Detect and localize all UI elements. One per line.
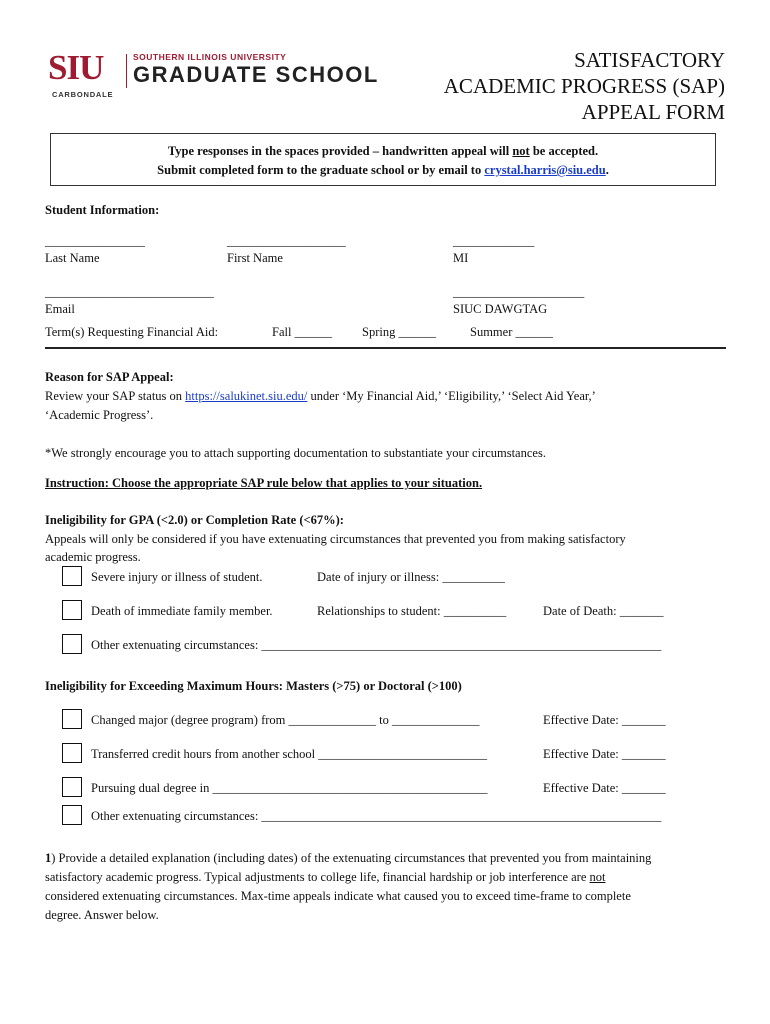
gpa-heading: Ineligibility for GPA (<2.0) or Completion Rate (<67%): bbox=[45, 513, 344, 527]
notice-line-1: Type responses in the spaces provided – handwritten appeal will not be accepted. bbox=[167, 144, 599, 158]
relationship-field[interactable]: Relationships to student: __________ bbox=[317, 604, 507, 618]
dual-degree-checkbox[interactable] bbox=[62, 777, 82, 797]
last-name-field[interactable]: ________________ bbox=[45, 234, 145, 248]
term-label: Term(s) Requesting Financial Aid: bbox=[45, 325, 219, 339]
dawgtag-field[interactable]: _____________________ bbox=[453, 285, 585, 299]
reason-review-line-1: Review your SAP status on https://salukinet.siu.edu/ under ‘My Financial Aid,’ ‘Eligibility,’ ‘Select Aid Year,’ bbox=[45, 389, 596, 403]
last-name-label: Last Name bbox=[45, 251, 100, 265]
severe-injury-checkbox[interactable] bbox=[62, 566, 82, 586]
maxhours-other-checkbox[interactable] bbox=[62, 805, 82, 825]
email-label: Email bbox=[45, 302, 75, 316]
notice-line-2: Submit completed form to the graduate school or by email to crystal.harris@siu.edu. bbox=[157, 163, 609, 177]
email-link[interactable]: crystal.harris@siu.edu bbox=[484, 163, 606, 177]
injury-date-field[interactable]: Date of injury or illness: __________ bbox=[317, 570, 505, 584]
title-line-2: ACADEMIC PROGRESS (SAP) bbox=[443, 74, 725, 98]
transferred-credit-checkbox[interactable] bbox=[62, 743, 82, 763]
maxhours-other-field[interactable]: Other extenuating circumstances: ________________________________________________________________ bbox=[91, 809, 662, 823]
changed-major-field[interactable]: Changed major (degree program) from ______________ to ______________ bbox=[91, 713, 480, 727]
maxhours-heading: Ineligibility for Exceeding Maximum Hours: Masters (>75) or Doctoral (>100) bbox=[45, 679, 462, 693]
section-divider bbox=[45, 347, 726, 349]
dual-degree-date-field[interactable]: Effective Date: _______ bbox=[543, 781, 666, 795]
logo-divider bbox=[126, 54, 127, 88]
changed-major-date-field[interactable]: Effective Date: _______ bbox=[543, 713, 666, 727]
reason-review-line-2: ‘Academic Progress’. bbox=[45, 408, 154, 422]
family-death-checkbox[interactable] bbox=[62, 600, 82, 620]
gpa-desc-line-2: academic progress. bbox=[45, 550, 141, 564]
term-fall-field[interactable]: Fall ______ bbox=[272, 325, 333, 339]
transferred-credit-field[interactable]: Transferred credit hours from another school ___________________________ bbox=[91, 747, 488, 761]
logo-university: SOUTHERN ILLINOIS UNIVERSITY bbox=[133, 52, 287, 62]
mi-label: MI bbox=[453, 251, 469, 265]
salukinet-link[interactable]: https://salukinet.siu.edu/ bbox=[185, 389, 308, 403]
encourage-note: *We strongly encourage you to attach supporting documentation to substantiate your circumstances. bbox=[45, 446, 546, 460]
question-1-line-4: degree. Answer below. bbox=[45, 908, 159, 922]
question-1-line-1: 1) Provide a detailed explanation (including dates) of the extenuating circumstances that prevented you from maintaining bbox=[45, 851, 652, 865]
form-title bbox=[444, 47, 725, 125]
title-line-3: APPEAL FORM bbox=[581, 100, 725, 124]
first-name-label: First Name bbox=[227, 251, 283, 265]
logo-campus: CARBONDALE bbox=[52, 90, 114, 99]
severe-injury-label: Severe injury or illness of student. bbox=[91, 570, 263, 584]
logo-mark: SIU bbox=[48, 48, 104, 87]
mi-field[interactable]: _____________ bbox=[453, 234, 535, 248]
student-info-heading: Student Information: bbox=[45, 203, 160, 217]
gpa-other-checkbox[interactable] bbox=[62, 634, 82, 654]
dawgtag-label: SIUC DAWGTAG bbox=[453, 302, 548, 316]
changed-major-checkbox[interactable] bbox=[62, 709, 82, 729]
email-field[interactable]: ___________________________ bbox=[45, 285, 214, 299]
logo-school: GRADUATE SCHOOL bbox=[133, 62, 379, 87]
gpa-other-field[interactable]: Other extenuating circumstances: ________________________________________________________________ bbox=[91, 638, 662, 652]
title-line-1: SATISFACTORY bbox=[574, 48, 725, 72]
question-1-line-2: satisfactory academic progress. Typical adjustments to college life, financial hardship or job interference are not bbox=[45, 870, 606, 884]
reason-heading: Reason for SAP Appeal: bbox=[45, 370, 174, 384]
notice-box bbox=[50, 133, 716, 186]
death-date-field[interactable]: Date of Death: _______ bbox=[543, 604, 664, 618]
first-name-field[interactable]: ___________________ bbox=[227, 234, 346, 248]
transferred-credit-date-field[interactable]: Effective Date: _______ bbox=[543, 747, 666, 761]
instruction-text: Instruction: Choose the appropriate SAP rule below that applies to your situation. bbox=[45, 476, 483, 490]
term-spring-field[interactable]: Spring ______ bbox=[362, 325, 436, 339]
family-death-label: Death of immediate family member. bbox=[91, 604, 273, 618]
question-1-line-3: considered extenuating circumstances. Max-time appeals indicate what caused you to exceed time-frame to complete bbox=[45, 889, 631, 903]
gpa-desc-line-1: Appeals will only be considered if you have extenuating circumstances that prevented you from making satisfactory bbox=[45, 532, 626, 546]
term-summer-field[interactable]: Summer ______ bbox=[470, 325, 553, 339]
dual-degree-field[interactable]: Pursuing dual degree in ____________________________________________ bbox=[91, 781, 488, 795]
